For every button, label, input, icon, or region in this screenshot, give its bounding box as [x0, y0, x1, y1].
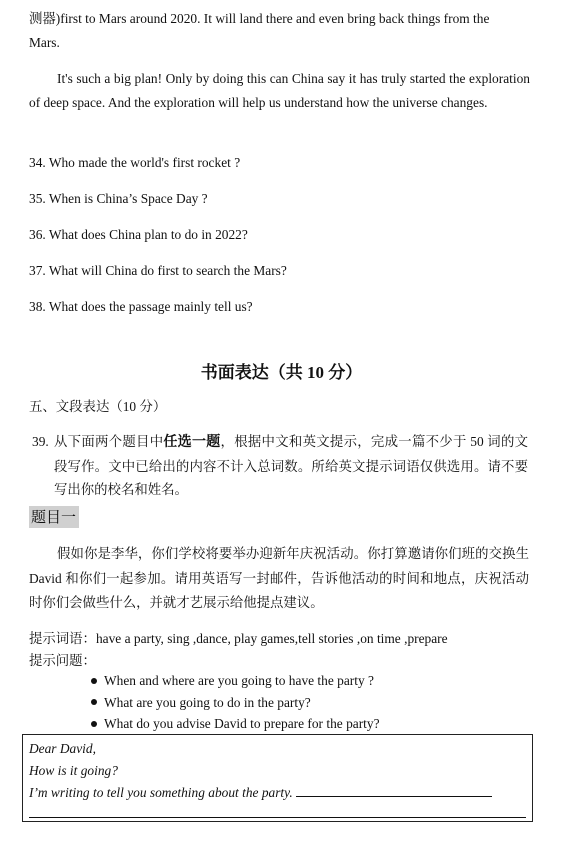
list-item: When and where are you going to have the party ? [88, 672, 380, 694]
hint-words-text: have a party, sing ,dance, play games,tell stories ,on time ,prepare [95, 631, 448, 646]
letter-line: How is it going? [29, 763, 118, 778]
letter-greeting: Dear David, [29, 741, 96, 756]
answer-blank[interactable] [296, 796, 492, 797]
question-37: 37. What will China do first to search the Mars? [29, 263, 287, 278]
task-instructions [32, 430, 528, 502]
task-text-post: ，根据中文和英文提示，完成一篇不少于 50 词的文段写作。文中已给出的内容不计入总词数。所给英文提示词语仅供选用。请不要写出你的校名和姓名。 [54, 434, 529, 497]
list-item: What are you going to do in the party? [88, 694, 380, 716]
bullet-icon [91, 721, 97, 727]
task-text-pre: 从下面两个题目中 [54, 434, 164, 449]
hint-words [29, 630, 448, 648]
question-38: 38. What does the passage mainly tell us? [29, 299, 253, 314]
task-number: 39. [32, 434, 49, 449]
topic-label: 题目一 [29, 506, 79, 528]
passage-paragraph: It's such a big plan! Only by doing this can China say it has truly started the exploration of deep space. And the exploration will help us understand how the universe changes. [29, 71, 530, 110]
letter-box [22, 734, 533, 822]
hint-words-label: 提示词语： [29, 631, 96, 646]
passage-line: Mars. [29, 35, 60, 50]
passage-line: 测器)first to Mars around 2020. It will land there and even bring back things from the [29, 11, 490, 26]
hint-questions-label: 提示问题： [29, 653, 96, 668]
question-34: 34. Who made the world's first rocket ? [29, 155, 241, 170]
question-36: 36. What does China plan to do in 2022? [29, 227, 248, 242]
task-emphasis: 任选一题 [163, 434, 221, 450]
bullet-icon [91, 678, 97, 684]
section-title: 书面表达（共 10 分） [200, 363, 363, 382]
letter-line: I’m writing to tell you something about the party. [29, 784, 492, 802]
bullet-icon [91, 699, 97, 705]
subsection-title: 五、文段表达（10 分） [29, 399, 167, 414]
answer-blank-line[interactable] [29, 817, 526, 818]
question-35: 35. When is China’s Space Day ? [29, 191, 208, 206]
topic-description: 假如你是李华，你们学校将要举办迎新年庆祝活动。你打算邀请你们班的交换生 David 和你们一起参加。请用英语写一封邮件，告诉他活动的时间和地点，庆祝活动时你们会做些什么，并就才艺展示给他提点建议。 [29, 546, 529, 610]
list-item: What do you advise David to prepare for the party? [88, 715, 380, 737]
hint-questions-list [88, 672, 380, 737]
